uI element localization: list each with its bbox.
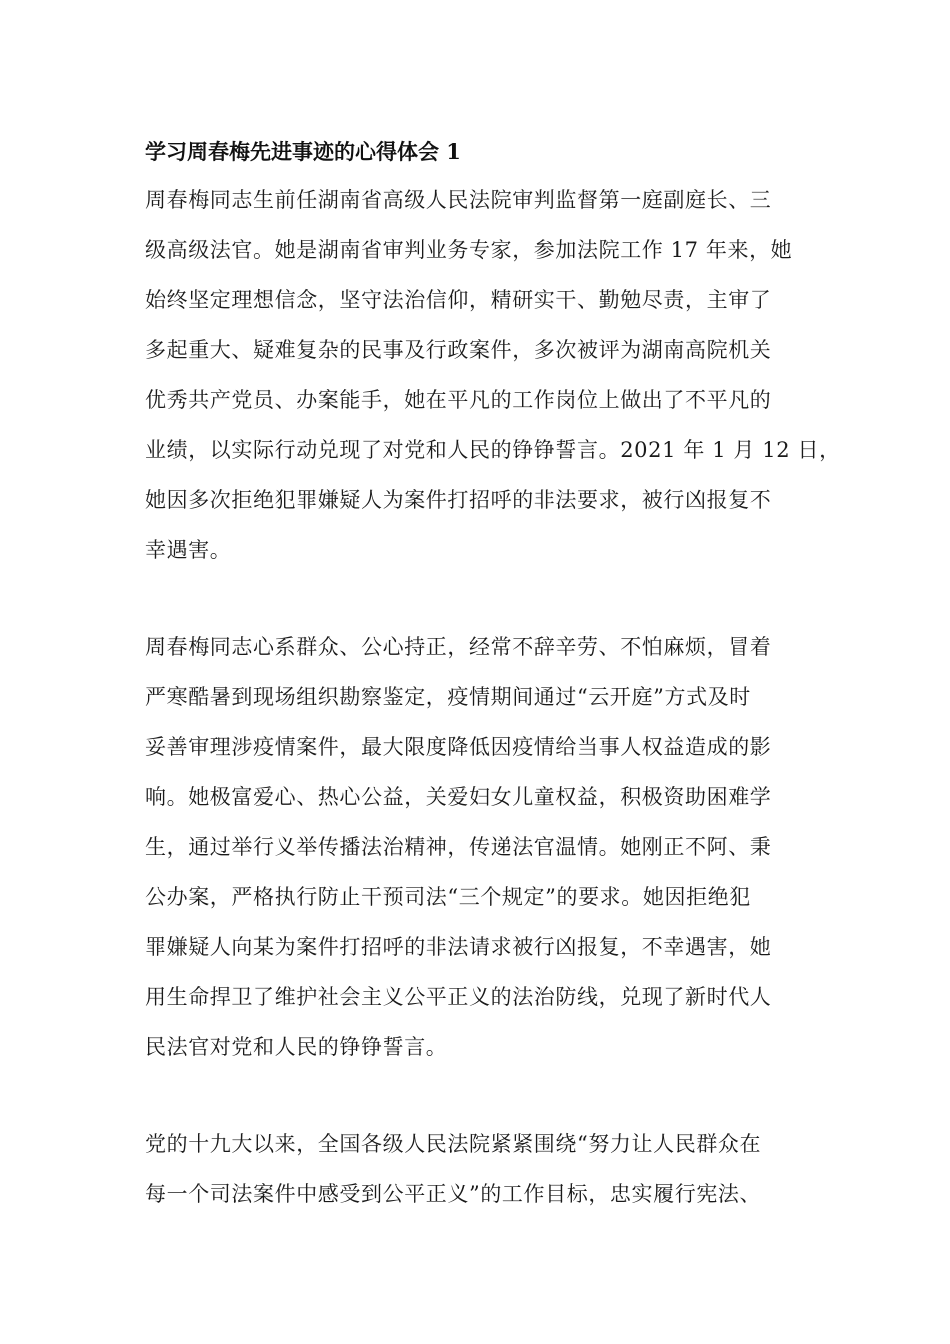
paragraph-2-line-2: 严寒酷暑到现场组织勘察鉴定，疫情期间通过“云开庭”方式及时 [145,685,751,709]
paragraph-2-line-4: 响。她极富爱心、热心公益，关爱妇女儿童权益，积极资助困难学 [145,785,772,809]
paragraph-1-line-8: 幸遇害。 [145,538,232,562]
paragraph-2-line-9: 民法官对党和人民的铮铮誓言。 [145,1035,448,1059]
document-title: 学习周春梅先进事迹的心得体会 1 [145,139,461,164]
paragraph-3-line-1: 党的十九大以来，全国各级人民法院紧紧围绕“努力让人民群众在 [145,1132,762,1156]
paragraph-2-line-1: 周春梅同志心系群众、公心持正，经常不辞辛劳、不怕麻烦，冒着 [145,635,772,659]
paragraph-2-line-7: 罪嫌疑人向某为案件打招呼的非法请求被行凶报复，不幸遇害，她 [145,935,772,959]
paragraph-2-line-3: 妥善审理涉疫情案件，最大限度降低因疫情给当事人权益造成的影 [145,735,772,759]
paragraph-1-line-2: 级高级法官。她是湖南省审判业务专家，参加法院工作 17 年来，她 [145,238,793,262]
paragraph-2-line-8: 用生命捍卫了维护社会主义公平正义的法治防线，兑现了新时代人 [145,985,772,1009]
paragraph-2-line-5: 生，通过举行义举传播法治精神，传递法官温情。她刚正不阿、秉 [145,835,772,859]
paragraph-1-line-7: 她因多次拒绝犯罪嫌疑人为案件打招呼的非法要求，被行凶报复不 [145,488,772,512]
paragraph-1-line-6: 业绩，以实际行动兑现了对党和人民的铮铮誓言。2021 年 1 月 12 日， [145,438,841,462]
paragraph-1-line-3: 始终坚定理想信念，坚守法治信仰，精研实干、勤勉尽责，主审了 [145,288,772,312]
paragraph-3-line-2: 每一个司法案件中感受到公平正义”的工作目标，忠实履行宪法、 [145,1182,762,1206]
paragraph-1-line-5: 优秀共产党员、办案能手，她在平凡的工作岗位上做出了不平凡的 [145,388,772,412]
paragraph-2-line-6: 公办案，严格执行防止干预司法“三个规定”的要求。她因拒绝犯 [145,885,751,909]
paragraph-1-line-1: 周春梅同志生前任湖南省高级人民法院审判监督第一庭副庭长、三 [145,188,772,212]
paragraph-1-line-4: 多起重大、疑难复杂的民事及行政案件，多次被评为湖南高院机关 [145,338,772,362]
